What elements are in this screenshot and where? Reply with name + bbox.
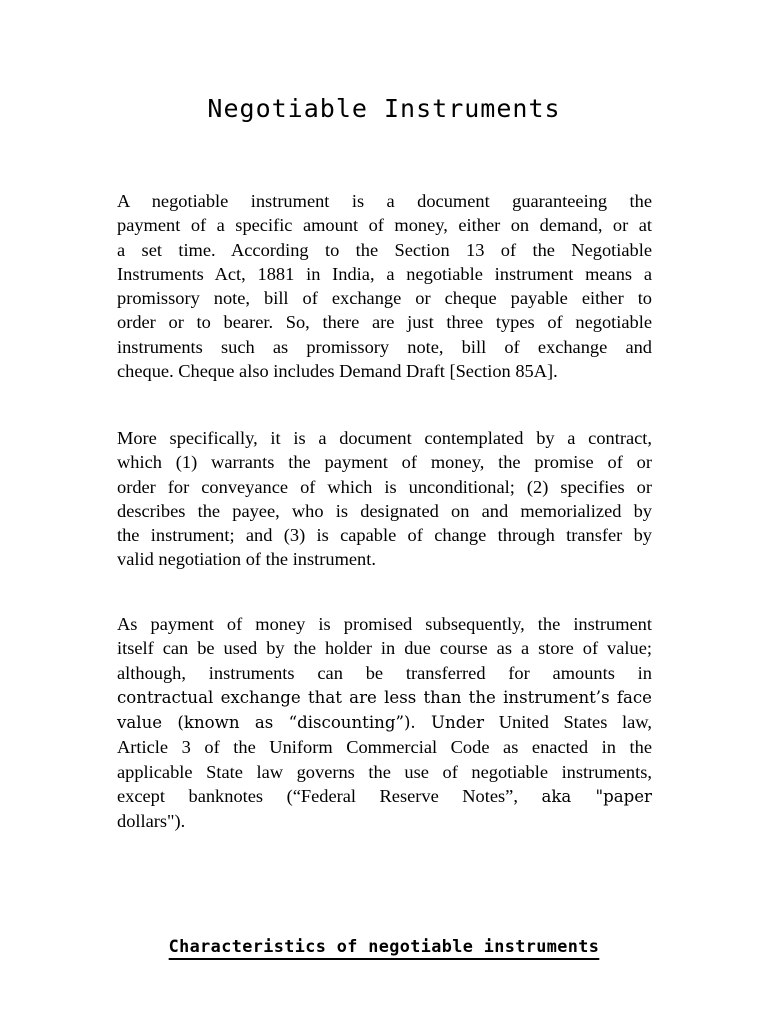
text-line: More specifically, it is a document contemplated by a contract, xyxy=(117,428,652,448)
text-line: valid negotiation of the instrument. xyxy=(117,549,376,570)
text-line: itself can be used by the holder in due course as a store of value; xyxy=(117,638,652,659)
text-line: Article 3 of the Uniform Commercial Code as enacted in the xyxy=(117,737,652,758)
text-line: although, instruments can be transferred for amounts in xyxy=(117,662,652,683)
text-line xyxy=(117,685,652,710)
text-line: promissory note, bill of exchange or cheque payable either to xyxy=(117,288,652,309)
text-run: value (known as “discounting”). Under xyxy=(117,713,485,733)
text-line: A negotiable instrument is a document guaranteeing the xyxy=(117,191,652,211)
section-heading-text: Characteristics of negotiable instruments xyxy=(168,936,600,956)
text-line xyxy=(117,710,652,735)
text-run: “Federal Reserve Notes”, xyxy=(292,786,542,807)
text-line: payment of a specific amount of money, either on demand, or at xyxy=(117,215,652,236)
text-line: Instruments Act, 1881 in India, a negotiable instrument means a xyxy=(117,263,652,284)
text-line: the instrument; and (3) is capable of change through transfer by xyxy=(117,525,652,546)
paragraph-specifics xyxy=(117,426,652,572)
text-run: United States law, xyxy=(484,712,652,733)
text-line: order for conveyance of which is unconditional; (2) specifies or xyxy=(117,476,652,497)
text-run: contractual exchange that are less than the instrument’s face xyxy=(117,687,652,707)
paragraph-definition xyxy=(117,189,652,383)
text-line: a set time. According to the Section 13 of the Negotiable xyxy=(117,239,652,260)
text-run: aka "paper xyxy=(541,787,652,807)
text-run: except banknotes ( xyxy=(117,786,293,807)
text-line: describes the payee, who is designated on and memorialized by xyxy=(117,500,652,521)
text-line: instruments such as promissory note, bill of exchange and xyxy=(117,336,652,357)
text-line: cheque. Cheque also includes Demand Draft [Section 85A]. xyxy=(117,361,558,382)
document-title: Negotiable Instruments xyxy=(207,94,561,123)
paragraph-payment xyxy=(117,612,652,834)
section-heading xyxy=(0,932,768,959)
text-line: applicable State law governs the use of negotiable instruments, xyxy=(117,761,652,782)
text-line: order or to bearer. So, there are just three types of negotiable xyxy=(117,312,652,333)
text-line: As payment of money is promised subsequently, the instrument xyxy=(117,614,652,634)
text-line: which (1) warrants the payment of money, the promise of or xyxy=(117,452,652,473)
text-line xyxy=(117,784,652,809)
text-line: dollars"). xyxy=(117,811,186,832)
